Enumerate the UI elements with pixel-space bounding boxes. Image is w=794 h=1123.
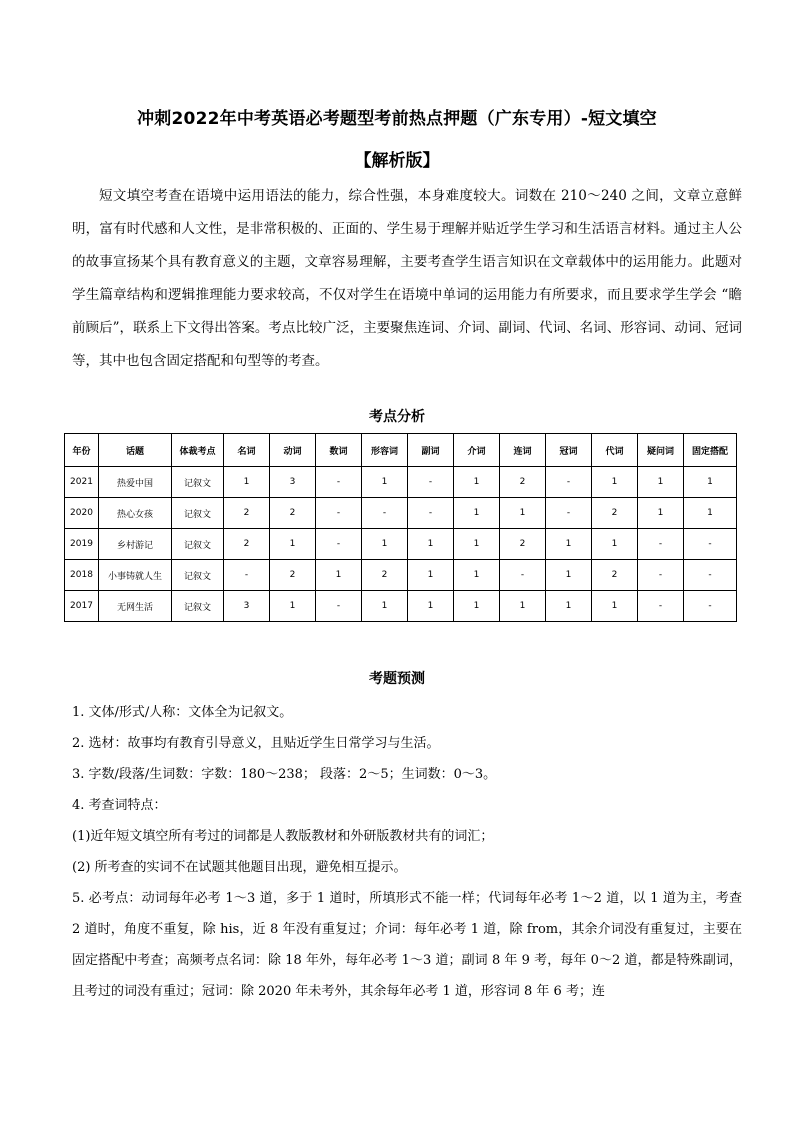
table-cell: 2	[270, 560, 316, 591]
analysis-table	[64, 433, 737, 622]
table-cell: 记叙文	[172, 591, 224, 622]
header-cell: 疑问词	[638, 434, 684, 467]
table-cell: -	[408, 498, 454, 529]
header-cell: 数词	[316, 434, 362, 467]
table-cell: 1	[546, 529, 592, 560]
header-cell: 冠词	[546, 434, 592, 467]
table-cell: 1	[408, 560, 454, 591]
table-cell: 2	[592, 498, 638, 529]
table-cell: 1	[454, 467, 500, 498]
table-row	[65, 467, 737, 498]
table-cell: -	[684, 529, 737, 560]
table-cell: 1	[684, 498, 737, 529]
table-cell: 1	[592, 591, 638, 622]
table-cell: 2018	[65, 560, 99, 591]
table-cell: -	[408, 467, 454, 498]
table-cell: 1	[684, 467, 737, 498]
document-subtitle: 【解析版】	[354, 151, 440, 171]
table-cell: 1	[454, 560, 500, 591]
table-cell: 1	[638, 498, 684, 529]
table-cell: 无网生活	[99, 591, 172, 622]
table-cell: 1	[270, 529, 316, 560]
table-cell: -	[546, 467, 592, 498]
analysis-title: 考点分析	[369, 409, 425, 425]
table-cell: 1	[546, 591, 592, 622]
intro-paragraph: 短文填空考查在语境中运用语法的能力，综合性强，本身难度较大。词数在 210～240 之间，文章立意鲜明，富有时代感和人文性，是非常积极的、正面的、学生易于理解并贴近学生学习和生活语言材料。通过主人公的故事宣扬某个具有教育意义的主题，文章容易理解，主要考查学生语言知识在文章载体中的运用能力。此题对学生篇章结构和逻辑推理能力要求较高，不仅对学生在语境中单词的运用能力有所要求，而且要求学生学会 “瞻前顾后”，联系上下文得出答案。考点比较广泛，主要聚焦连词、介词、副词、代词、名词、形容词、动词、冠词等，其中也包含固定搭配和句型等的考查。	[72, 188, 742, 369]
table-cell: 热心女孩	[99, 498, 172, 529]
table-cell: 2	[362, 560, 408, 591]
table-cell: 记叙文	[172, 529, 224, 560]
table-row	[65, 560, 737, 591]
table-cell: 2	[224, 498, 270, 529]
prediction-section	[72, 697, 742, 1007]
table-cell: 2	[500, 467, 546, 498]
table-row	[65, 529, 737, 560]
header-cell: 代词	[592, 434, 638, 467]
table-row	[65, 591, 737, 622]
table-cell: -	[362, 498, 408, 529]
table-cell: 1	[224, 467, 270, 498]
document-title: 冲刺2022年中考英语必考题型考前热点押题（广东专用）-短文填空	[137, 109, 657, 129]
intro-section	[72, 180, 742, 378]
table-cell: -	[638, 591, 684, 622]
table-cell: 1	[362, 529, 408, 560]
table-header-row	[65, 434, 737, 467]
table-cell: 1	[638, 467, 684, 498]
table-cell: 2019	[65, 529, 99, 560]
header-cell: 固定搭配	[684, 434, 737, 467]
table-cell: -	[316, 529, 362, 560]
table-cell: 1	[500, 591, 546, 622]
table-cell: 2	[270, 498, 316, 529]
table-cell: 1	[362, 467, 408, 498]
table-cell: 1	[592, 467, 638, 498]
table-cell: 2017	[65, 591, 99, 622]
table-cell: 1	[500, 498, 546, 529]
table-cell: -	[546, 498, 592, 529]
prediction-title: 考题预测	[369, 671, 425, 687]
prediction-item: (1)近年短文填空所有考过的词都是人教版教材和外研版教材共有的词汇；	[72, 829, 494, 844]
table-cell: 2	[224, 529, 270, 560]
table-cell: 记叙文	[172, 560, 224, 591]
table-cell: 2021	[65, 467, 99, 498]
table-cell: 1	[408, 591, 454, 622]
table-cell: 2	[592, 560, 638, 591]
table-cell: -	[316, 467, 362, 498]
table-cell: 1	[316, 560, 362, 591]
table-cell: -	[684, 560, 737, 591]
table-cell: 3	[270, 467, 316, 498]
table-cell: -	[500, 560, 546, 591]
header-cell: 名词	[224, 434, 270, 467]
table-cell: 1	[270, 591, 316, 622]
prediction-item: 5. 必考点：动词每年必考 1～3 道，多于 1 道时，所填形式不能一样；代词每年必考 1～2 道，以 1 道为主，考查 2 道时，角度不重复，除 his，近 8 年没有重复过；介词：每年必考 1 道，除 from，其余介词没有重复过，主要在固定搭配中考查；高频考点名词：除 18 年外，每年必考 1～3 道；副词 8 年 9 考，每年 0～2 道，都是特殊副词，且考过的词没有重过；冠词：除 2020 年未考外，其余每年必考 1 道，形容词 8 年 6 考；连	[72, 891, 742, 999]
header-cell: 年份	[65, 434, 99, 467]
table-row	[65, 498, 737, 529]
header-cell: 形容词	[362, 434, 408, 467]
table-cell: 1	[454, 591, 500, 622]
table-cell: 1	[408, 529, 454, 560]
table-cell: 1	[546, 560, 592, 591]
header-cell: 动词	[270, 434, 316, 467]
table-cell: 热爱中国	[99, 467, 172, 498]
table-cell: 3	[224, 591, 270, 622]
table-cell: -	[224, 560, 270, 591]
prediction-item: 2. 选材：故事均有教育引导意义，且贴近学生日常学习与生活。	[72, 736, 440, 751]
header-cell: 连词	[500, 434, 546, 467]
table-cell: 乡村游记	[99, 529, 172, 560]
table-cell: 小事铸就人生	[99, 560, 172, 591]
header-cell: 副词	[408, 434, 454, 467]
table-cell: 1	[592, 529, 638, 560]
prediction-item: 3. 字数/段落/生词数：字数：180～238； 段落：2～5；生词数：0～3。	[72, 767, 497, 782]
table-cell: -	[684, 591, 737, 622]
table-cell: -	[638, 560, 684, 591]
table-cell: -	[316, 591, 362, 622]
table-cell: 1	[454, 529, 500, 560]
table-cell: 1	[454, 498, 500, 529]
prediction-item: (2) 所考查的实词不在试题其他题目出现，避免相互提示。	[72, 860, 407, 875]
table-cell: -	[638, 529, 684, 560]
table-cell: 记叙文	[172, 498, 224, 529]
prediction-item: 1. 文体/形式/人称：文体全为记叙文。	[72, 705, 293, 720]
table-cell: 2	[500, 529, 546, 560]
table-cell: 记叙文	[172, 467, 224, 498]
header-cell: 体裁考点	[172, 434, 224, 467]
table-cell: 2020	[65, 498, 99, 529]
prediction-item: 4. 考查词特点：	[72, 798, 167, 813]
table-cell: 1	[362, 591, 408, 622]
header-cell: 介词	[454, 434, 500, 467]
header-cell: 话题	[99, 434, 172, 467]
table-cell: -	[316, 498, 362, 529]
